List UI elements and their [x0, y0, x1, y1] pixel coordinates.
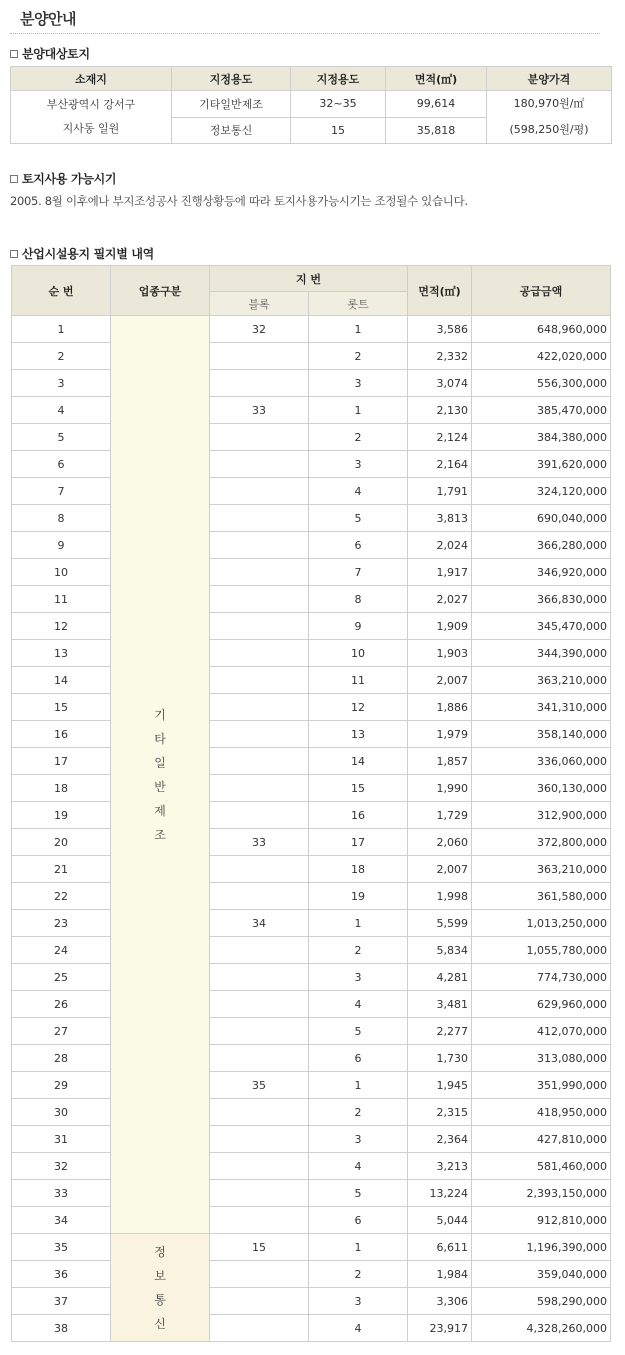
block-cell: [210, 883, 309, 910]
lots-cell: 15: [291, 117, 386, 144]
block-cell: [210, 667, 309, 694]
table-row: [12, 694, 611, 721]
area-cell: 2,315: [408, 1099, 472, 1126]
area-cell: 35,818: [386, 117, 487, 144]
table-row: [12, 1180, 611, 1207]
lot-cell: 5: [309, 505, 408, 532]
table-row: [12, 451, 611, 478]
amount-cell: 690,040,000: [472, 505, 611, 532]
table-row: [12, 1261, 611, 1288]
block-cell: [210, 343, 309, 370]
row-number-cell: 6: [12, 451, 111, 478]
category-label: 기 타 일 반 제 조: [154, 707, 166, 842]
amount-cell: 341,310,000: [472, 694, 611, 721]
header-amount: 공급금액: [472, 266, 611, 316]
amount-cell: 358,140,000: [472, 721, 611, 748]
square-bullet-icon: [10, 50, 18, 58]
block-cell: [210, 559, 309, 586]
block-cell: [210, 694, 309, 721]
row-number-cell: 38: [12, 1315, 111, 1342]
row-number-cell: 18: [12, 775, 111, 802]
row-number-cell: 2: [12, 343, 111, 370]
area-cell: 2,277: [408, 1018, 472, 1045]
price-line: (598,250원/평): [509, 123, 589, 136]
lot-cell: 2: [309, 343, 408, 370]
amount-cell: 391,620,000: [472, 451, 611, 478]
square-bullet-icon: [10, 250, 18, 258]
table-row: [12, 991, 611, 1018]
area-cell: 3,074: [408, 370, 472, 397]
area-cell: 2,164: [408, 451, 472, 478]
location-cell: [11, 91, 172, 144]
table-row: [12, 1207, 611, 1234]
area-cell: 1,886: [408, 694, 472, 721]
table-row: [12, 397, 611, 424]
block-cell: [210, 721, 309, 748]
row-number-cell: 20: [12, 829, 111, 856]
lot-cell: 1: [309, 316, 408, 343]
area-cell: 4,281: [408, 964, 472, 991]
area-cell: 3,213: [408, 1153, 472, 1180]
category-label: 정 보 통 신: [154, 1244, 166, 1331]
table-row: [12, 424, 611, 451]
lot-cell: 14: [309, 748, 408, 775]
amount-cell: 385,470,000: [472, 397, 611, 424]
lot-cell: 6: [309, 1045, 408, 1072]
block-cell: [210, 775, 309, 802]
row-number-cell: 17: [12, 748, 111, 775]
lot-cell: 19: [309, 883, 408, 910]
header-block: 블록: [210, 292, 309, 316]
row-number-cell: 5: [12, 424, 111, 451]
lot-cell: 5: [309, 1180, 408, 1207]
area-cell: 2,332: [408, 343, 472, 370]
lot-cell: 2: [309, 1261, 408, 1288]
area-cell: 1,945: [408, 1072, 472, 1099]
area-cell: 2,007: [408, 667, 472, 694]
table-row: [12, 1153, 611, 1180]
header-price: 분양가격: [487, 67, 612, 91]
block-cell: [210, 1207, 309, 1234]
area-cell: 3,306: [408, 1288, 472, 1315]
category-cell-manufacturing: [111, 316, 210, 1234]
area-cell: 1,903: [408, 640, 472, 667]
amount-cell: 648,960,000: [472, 316, 611, 343]
area-cell: 5,599: [408, 910, 472, 937]
table-row: [12, 937, 611, 964]
amount-cell: 412,070,000: [472, 1018, 611, 1045]
block-cell: [210, 640, 309, 667]
table-row: [12, 964, 611, 991]
category-cell-it: [111, 1234, 210, 1342]
row-number-cell: 31: [12, 1126, 111, 1153]
lots-cell: 32~35: [291, 91, 386, 118]
section-heading-label: 산업시설용지 필지별 내역: [22, 247, 154, 261]
amount-cell: 4,328,260,000: [472, 1315, 611, 1342]
lot-cell: 12: [309, 694, 408, 721]
amount-cell: 361,580,000: [472, 883, 611, 910]
row-number-cell: 36: [12, 1261, 111, 1288]
header-location: 소재지: [11, 67, 172, 91]
table-row: [12, 1072, 611, 1099]
target-land-table: [10, 66, 612, 144]
table-row: [12, 640, 611, 667]
area-cell: 1,857: [408, 748, 472, 775]
lot-cell: 18: [309, 856, 408, 883]
table-row: [12, 559, 611, 586]
row-number-cell: 8: [12, 505, 111, 532]
lot-cell: 5: [309, 1018, 408, 1045]
row-number-cell: 37: [12, 1288, 111, 1315]
row-number-cell: 1: [12, 316, 111, 343]
table-row: [12, 829, 611, 856]
amount-cell: 2,393,150,000: [472, 1180, 611, 1207]
block-cell: [210, 802, 309, 829]
amount-cell: 556,300,000: [472, 370, 611, 397]
amount-cell: 422,020,000: [472, 343, 611, 370]
block-cell: [210, 586, 309, 613]
lot-cell: 11: [309, 667, 408, 694]
table-row: [12, 1018, 611, 1045]
table-row: [12, 613, 611, 640]
amount-cell: 629,960,000: [472, 991, 611, 1018]
lot-cell: 1: [309, 397, 408, 424]
lot-cell: 9: [309, 613, 408, 640]
row-number-cell: 19: [12, 802, 111, 829]
header-lots: 지정용도: [291, 67, 386, 91]
area-cell: 99,614: [386, 91, 487, 118]
table-header-row: [12, 266, 611, 292]
section-heading-parcel-details: [10, 245, 154, 262]
amount-cell: 344,390,000: [472, 640, 611, 667]
block-cell: [210, 505, 309, 532]
row-number-cell: 25: [12, 964, 111, 991]
row-number-cell: 15: [12, 694, 111, 721]
lot-cell: 6: [309, 532, 408, 559]
use-cell: 정보통신: [172, 117, 291, 144]
block-cell: [210, 937, 309, 964]
lot-cell: 1: [309, 1234, 408, 1261]
lot-cell: 3: [309, 370, 408, 397]
table-row: [12, 721, 611, 748]
table-row: [12, 910, 611, 937]
row-number-cell: 32: [12, 1153, 111, 1180]
amount-cell: 581,460,000: [472, 1153, 611, 1180]
price-line: 180,970원/㎡: [513, 97, 585, 110]
row-number-cell: 9: [12, 532, 111, 559]
amount-cell: 366,280,000: [472, 532, 611, 559]
area-cell: 5,834: [408, 937, 472, 964]
area-cell: 1,909: [408, 613, 472, 640]
header-use: 지정용도: [172, 67, 291, 91]
lot-cell: 7: [309, 559, 408, 586]
row-number-cell: 14: [12, 667, 111, 694]
table-row: [12, 748, 611, 775]
table-header-row: [11, 67, 612, 91]
table-row: [12, 370, 611, 397]
lot-cell: 4: [309, 1153, 408, 1180]
area-cell: 2,024: [408, 532, 472, 559]
block-cell: [210, 964, 309, 991]
use-cell: 기타일반제조: [172, 91, 291, 118]
area-cell: 2,130: [408, 397, 472, 424]
amount-cell: 1,196,390,000: [472, 1234, 611, 1261]
row-number-cell: 16: [12, 721, 111, 748]
area-cell: 2,364: [408, 1126, 472, 1153]
section-heading-label: 토지사용 가능시기: [22, 172, 117, 186]
area-cell: 3,586: [408, 316, 472, 343]
row-number-cell: 22: [12, 883, 111, 910]
amount-cell: 1,055,780,000: [472, 937, 611, 964]
block-cell: [210, 1018, 309, 1045]
lot-cell: 15: [309, 775, 408, 802]
header-no: 순 번: [12, 266, 111, 316]
header-lot-no: 롯트: [309, 292, 408, 316]
amount-cell: 366,830,000: [472, 586, 611, 613]
table-row: [12, 1234, 611, 1261]
area-cell: 2,124: [408, 424, 472, 451]
table-row: [12, 532, 611, 559]
block-cell: [210, 424, 309, 451]
area-cell: 1,729: [408, 802, 472, 829]
parcel-table: [11, 265, 611, 1342]
amount-cell: 384,380,000: [472, 424, 611, 451]
lot-cell: 3: [309, 1126, 408, 1153]
table-row: [12, 856, 611, 883]
amount-cell: 345,470,000: [472, 613, 611, 640]
amount-cell: 1,013,250,000: [472, 910, 611, 937]
amount-cell: 312,900,000: [472, 802, 611, 829]
table-row: [12, 667, 611, 694]
header-area: 면적(㎡): [386, 67, 487, 91]
lot-cell: 6: [309, 1207, 408, 1234]
amount-cell: 598,290,000: [472, 1288, 611, 1315]
block-cell: [210, 613, 309, 640]
table-row: [12, 802, 611, 829]
amount-cell: 346,920,000: [472, 559, 611, 586]
block-cell: [210, 1045, 309, 1072]
table-row: [12, 1126, 611, 1153]
area-cell: 1,990: [408, 775, 472, 802]
price-cell: [487, 91, 612, 144]
row-number-cell: 24: [12, 937, 111, 964]
area-cell: 1,979: [408, 721, 472, 748]
table-row: [12, 1288, 611, 1315]
block-cell: [210, 1288, 309, 1315]
square-bullet-icon: [10, 175, 18, 183]
row-number-cell: 4: [12, 397, 111, 424]
block-cell: [210, 856, 309, 883]
amount-cell: 774,730,000: [472, 964, 611, 991]
block-cell: 34: [210, 910, 309, 937]
row-number-cell: 29: [12, 1072, 111, 1099]
amount-cell: 360,130,000: [472, 775, 611, 802]
row-number-cell: 11: [12, 586, 111, 613]
header-lot: 지 번: [210, 266, 408, 292]
lot-cell: 8: [309, 586, 408, 613]
block-cell: 33: [210, 829, 309, 856]
lot-cell: 4: [309, 478, 408, 505]
lot-cell: 2: [309, 937, 408, 964]
amount-cell: 912,810,000: [472, 1207, 611, 1234]
lot-cell: 13: [309, 721, 408, 748]
row-number-cell: 33: [12, 1180, 111, 1207]
lot-cell: 2: [309, 424, 408, 451]
area-cell: 2,060: [408, 829, 472, 856]
block-cell: [210, 748, 309, 775]
block-cell: 35: [210, 1072, 309, 1099]
table-row: [12, 505, 611, 532]
area-cell: 2,007: [408, 856, 472, 883]
block-cell: [210, 1261, 309, 1288]
lot-cell: 1: [309, 1072, 408, 1099]
row-number-cell: 10: [12, 559, 111, 586]
row-number-cell: 28: [12, 1045, 111, 1072]
block-cell: [210, 478, 309, 505]
area-cell: 23,917: [408, 1315, 472, 1342]
title-divider: [10, 33, 600, 34]
block-cell: [210, 1126, 309, 1153]
lot-cell: 2: [309, 1099, 408, 1126]
row-number-cell: 13: [12, 640, 111, 667]
lot-cell: 1: [309, 910, 408, 937]
table-row: [12, 1315, 611, 1342]
table-row: [12, 775, 611, 802]
area-cell: 1,998: [408, 883, 472, 910]
amount-cell: 359,040,000: [472, 1261, 611, 1288]
table-row: [12, 1099, 611, 1126]
header-category: 업종구분: [111, 266, 210, 316]
block-cell: [210, 1180, 309, 1207]
lot-cell: 16: [309, 802, 408, 829]
section-heading-target-land: [10, 45, 90, 62]
table-row: [12, 1045, 611, 1072]
lot-cell: 4: [309, 991, 408, 1018]
row-number-cell: 12: [12, 613, 111, 640]
area-cell: 3,813: [408, 505, 472, 532]
table-row: [12, 316, 611, 343]
row-number-cell: 35: [12, 1234, 111, 1261]
block-cell: [210, 1153, 309, 1180]
area-cell: 1,791: [408, 478, 472, 505]
block-cell: [210, 991, 309, 1018]
area-cell: 5,044: [408, 1207, 472, 1234]
row-number-cell: 34: [12, 1207, 111, 1234]
amount-cell: 372,800,000: [472, 829, 611, 856]
area-cell: 2,027: [408, 586, 472, 613]
block-cell: 33: [210, 397, 309, 424]
row-number-cell: 7: [12, 478, 111, 505]
lot-cell: 3: [309, 964, 408, 991]
amount-cell: 336,060,000: [472, 748, 611, 775]
amount-cell: 313,080,000: [472, 1045, 611, 1072]
lot-cell: 3: [309, 1288, 408, 1315]
lot-cell: 4: [309, 1315, 408, 1342]
amount-cell: 427,810,000: [472, 1126, 611, 1153]
table-row: [12, 343, 611, 370]
table-row: [12, 478, 611, 505]
lot-cell: 10: [309, 640, 408, 667]
block-cell: [210, 1315, 309, 1342]
block-cell: 32: [210, 316, 309, 343]
area-cell: 1,730: [408, 1045, 472, 1072]
table-row: [12, 883, 611, 910]
amount-cell: 324,120,000: [472, 478, 611, 505]
amount-cell: 363,210,000: [472, 856, 611, 883]
block-cell: [210, 370, 309, 397]
lot-cell: 3: [309, 451, 408, 478]
row-number-cell: 3: [12, 370, 111, 397]
block-cell: [210, 532, 309, 559]
block-cell: [210, 1099, 309, 1126]
area-cell: 13,224: [408, 1180, 472, 1207]
section-heading-label: 분양대상토지: [22, 47, 90, 61]
amount-cell: 351,990,000: [472, 1072, 611, 1099]
row-number-cell: 30: [12, 1099, 111, 1126]
amount-cell: 418,950,000: [472, 1099, 611, 1126]
table-row: [12, 586, 611, 613]
section-heading-land-use-period: [10, 170, 116, 187]
location-line: 지사동 일원: [62, 122, 120, 135]
block-cell: 15: [210, 1234, 309, 1261]
location-line: 부산광역시 강서구: [46, 98, 136, 111]
header-area: 면적(㎡): [408, 266, 472, 316]
page-title: 분양안내: [20, 10, 76, 28]
row-number-cell: 26: [12, 991, 111, 1018]
area-cell: 1,917: [408, 559, 472, 586]
area-cell: 3,481: [408, 991, 472, 1018]
row-number-cell: 27: [12, 1018, 111, 1045]
area-cell: 1,984: [408, 1261, 472, 1288]
land-use-note: 2005. 8월 이후에나 부지조성공사 진행상황등에 따라 토지사용가능시기는 조정될수 있습니다.: [10, 194, 468, 208]
lot-cell: 17: [309, 829, 408, 856]
area-cell: 6,611: [408, 1234, 472, 1261]
row-number-cell: 23: [12, 910, 111, 937]
block-cell: [210, 451, 309, 478]
amount-cell: 363,210,000: [472, 667, 611, 694]
table-row: [11, 91, 612, 118]
row-number-cell: 21: [12, 856, 111, 883]
